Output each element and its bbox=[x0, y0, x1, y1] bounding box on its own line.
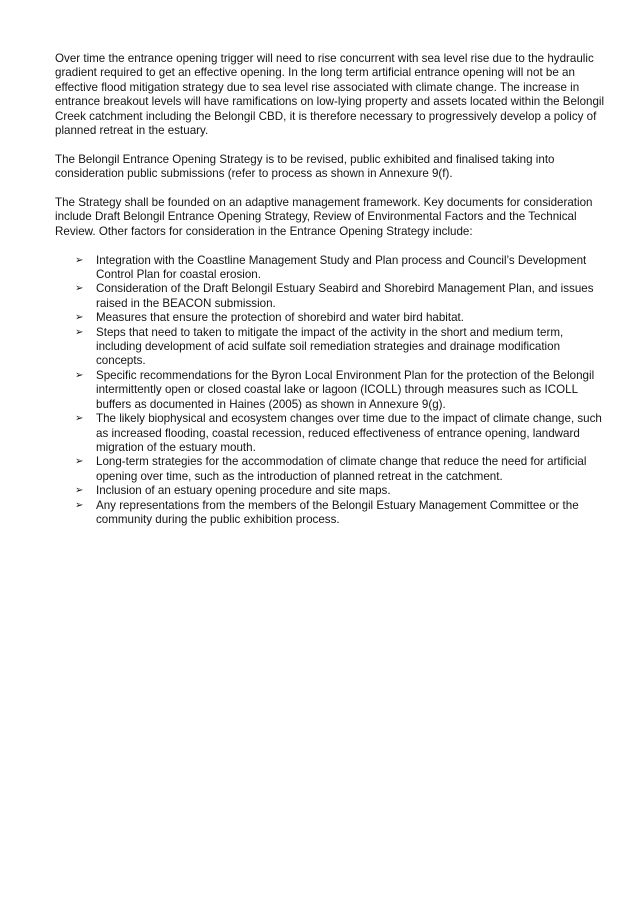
list-item bbox=[55, 282, 611, 311]
list-item-text: Steps that need to taken to mitigate the impact of the activity in the short and medium term, including development of acid sulfate soil remediation strategies and drainage modification concepts. bbox=[96, 325, 564, 368]
list-item-text: Inclusion of an estuary opening procedure and site maps. bbox=[96, 484, 391, 498]
list-item-text: The likely biophysical and ecosystem changes over time due to the impact of climate change, such as increased flooding, coastal recession, reduced effectiveness of entrance opening, landward migration of the estuary mouth. bbox=[96, 412, 602, 454]
arrowhead-bullet-icon: ➢ bbox=[75, 254, 84, 266]
document-page bbox=[55, 52, 611, 527]
arrowhead-bullet-icon: ➢ bbox=[75, 326, 84, 338]
arrowhead-bullet-icon: ➢ bbox=[75, 413, 84, 425]
consideration-factors-list bbox=[55, 254, 611, 528]
list-item-text: Integration with the Coastline Management Study and Plan process and Council’s Development Control Plan for coastal erosion. bbox=[96, 253, 587, 282]
list-item-text: Any representations from the members of the Belongil Estuary Management Committee or the community during the public exhibition process. bbox=[96, 498, 579, 526]
list-item bbox=[55, 326, 611, 369]
arrowhead-bullet-icon: ➢ bbox=[75, 283, 84, 295]
arrowhead-bullet-icon: ➢ bbox=[75, 485, 84, 497]
list-item-text: Long-term strategies for the accommodation of climate change that reduce the need for artificial opening over time, such as the introduction of planned retreat in the catchment. bbox=[96, 455, 587, 483]
list-item bbox=[55, 254, 611, 283]
list-item bbox=[55, 412, 611, 455]
arrowhead-bullet-icon: ➢ bbox=[75, 499, 84, 511]
list-item-text: Measures that ensure the protection of shorebird and water bird habitat. bbox=[96, 311, 464, 325]
paragraph-sea-level-rise: Over time the entrance opening trigger will need to rise concurrent with sea level rise due to the hydraulic gradient required to get an effective opening. In the long term artificial entrance opening will not be an effective flood mitigation strategy due to sea level rise associated with climate change. The increase in entrance breakout levels will have ramifications on low-lying property and assets located within the Belongil Creek catchment including the Belongil CBD, it is therefore necessary to progressively develop a policy of planned retreat in the estuary. bbox=[55, 52, 605, 138]
paragraph-adaptive-framework: The Strategy shall be founded on an adaptive management framework. Key documents for consideration include Draft Belongil Entrance Opening Strategy, Review of Environmental Factors and the Technical Review. Other factors for consideration in the Entrance Opening Strategy include: bbox=[55, 196, 593, 238]
list-item bbox=[55, 499, 611, 528]
list-item bbox=[55, 455, 611, 484]
list-item bbox=[55, 311, 611, 325]
list-item bbox=[55, 484, 611, 498]
list-item-text: Specific recommendations for the Byron Local Environment Plan for the protection of the Belongil intermittently open or closed coastal lake or lagoon (ICOLL) through measures such as ICOLL buffers as documented in Haines (2005) as shown in Annexure 9(g). bbox=[96, 368, 595, 411]
list-item bbox=[55, 369, 611, 412]
arrowhead-bullet-icon: ➢ bbox=[75, 312, 84, 324]
list-item-text: Consideration of the Draft Belongil Estuary Seabird and Shorebird Management Plan, and issues raised in the BEACON submission. bbox=[96, 282, 594, 310]
paragraph-strategy-revision: The Belongil Entrance Opening Strategy is to be revised, public exhibited and finalised taking into consideration public submissions (refer to process as shown in Annexure 9(f). bbox=[55, 152, 555, 181]
arrowhead-bullet-icon: ➢ bbox=[75, 456, 84, 468]
arrowhead-bullet-icon: ➢ bbox=[75, 369, 84, 381]
